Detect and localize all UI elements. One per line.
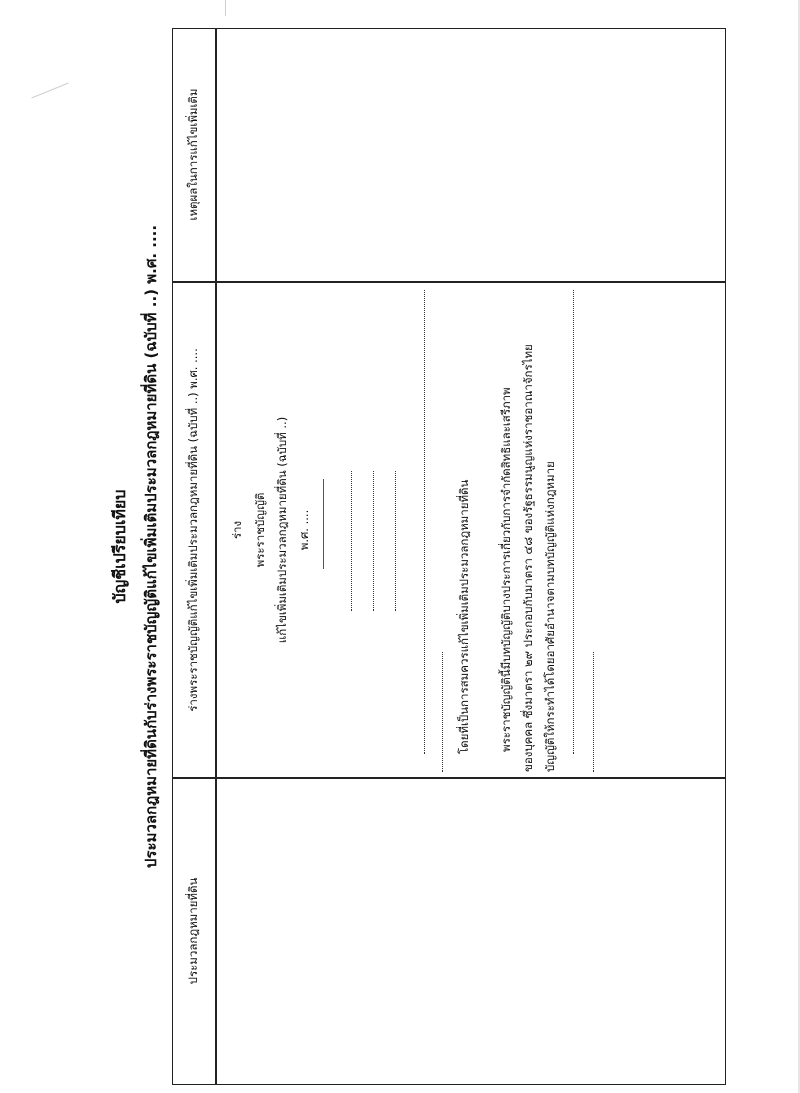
paragraph-line: บัญญัติให้กระทำได้โดยอาศัยอำนาจตามบทบัญญัติแห่งกฎหมาย bbox=[543, 461, 557, 772]
divider-rule bbox=[323, 479, 324, 569]
draft-label: ร่าง bbox=[230, 520, 244, 540]
document-title: บัญชีเปรียบเทียบ bbox=[110, 489, 129, 604]
dotted-fill-line bbox=[373, 471, 374, 611]
dotted-fill-line bbox=[351, 471, 352, 611]
year-label: พ.ศ. .... bbox=[297, 509, 311, 551]
dotted-fill-line bbox=[395, 471, 396, 611]
paragraph-line: พระราชบัญญัตินี้มีบทบัญญัติบางประการเกี่ยวกับการจำกัดสิทธิและเสรีภาพ bbox=[499, 387, 513, 752]
header-current-law: ประมวลกฎหมายที่ดิน bbox=[186, 877, 200, 985]
header-divider bbox=[215, 29, 217, 1084]
dotted-fill-line bbox=[593, 652, 594, 772]
header-reasons: เหตุผลในการแก้ไขเพิ่มเติม bbox=[186, 88, 200, 221]
dotted-fill-line bbox=[442, 652, 443, 772]
reason-line: โดยที่เป็นการสมควรแก้ไขเพิ่มเติมประมวลกฎหมายที่ดิน bbox=[457, 479, 471, 754]
comparison-table bbox=[172, 28, 726, 1085]
act-label: พระราชบัญญัติ bbox=[253, 492, 267, 568]
header-draft-act: ร่างพระราชบัญญัติแก้ไขเพิ่มเติมประมวลกฎหมายที่ดิน (ฉบับที่ ..) พ.ศ. .... bbox=[186, 348, 200, 712]
dotted-fill-line bbox=[424, 290, 425, 754]
title-block bbox=[108, 0, 163, 1093]
dotted-fill-line bbox=[573, 290, 574, 754]
document-subtitle: ประมวลกฎหมายที่ดินกับร่างพระราชบัญญัติแก้ไขเพิ่มเติมประมวลกฎหมายที่ดิน (ฉบับที่ ..) พ.ศ. .... bbox=[142, 224, 160, 869]
paragraph-line: ของบุคคล ซึ่งมาตรา ๒๙ ประกอบกับมาตรา ๔๘ ของรัฐธรรมนูญแห่งราชอาณาจักรไทย bbox=[521, 344, 535, 772]
act-title: แก้ไขเพิ่มเติมประมวลกฎหมายที่ดิน (ฉบับที่ ..) bbox=[275, 416, 289, 644]
